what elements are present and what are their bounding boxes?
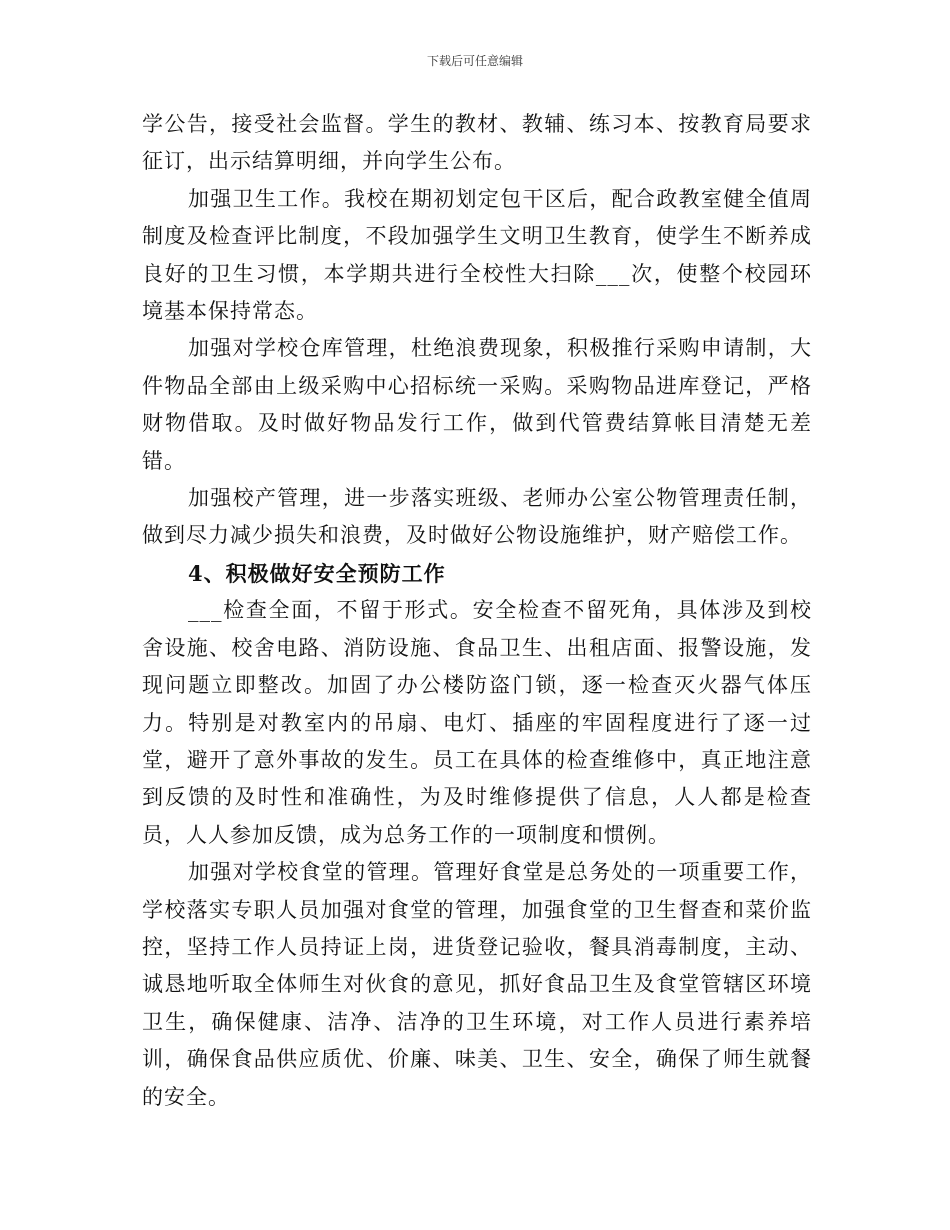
paragraph-continued: 学公告，接受社会监督。学生的教材、教辅、练习本、按教育局要求征订，出示结算明细，并向学生公布。 xyxy=(142,112,812,174)
paragraph-school-property: 加强校产管理，进一步落实班级、老师办公室公物管理责任制，做到尽力减少损失和浪费，及时做好公物设施维护，财产赔偿工作。 xyxy=(142,486,812,548)
document-body xyxy=(142,106,812,1116)
section-heading-safety: 4、积极做好安全预防工作 xyxy=(188,560,446,586)
paragraph-canteen: 加强对学校食堂的管理。管理好食堂是总务处的一项重要工作，学校落实专职人员加强对食堂的管理，加强食堂的卫生督查和菜价监控，坚持工作人员持证上岗，进货登记验收，餐具消毒制度，主动、诚恳地听取全体师生对伙食的意见，抓好食品卫生及食堂管辖区环境卫生，确保健康、洁净、洁净的卫生环境，对工作人员进行素养培训，确保食品供应质优、价廉、味美、卫生、安全，确保了师生就餐的安全。 xyxy=(142,860,812,1109)
page-header: 下载后可任意编辑 xyxy=(426,54,523,68)
paragraph-sanitation: 加强卫生工作。我校在期初划定包干区后，配合政教室健全值周制度及检查评比制度，不段加强学生文明卫生教育，使学生不断养成良好的卫生习惯，本学期共进行全校性大扫除___次，使整个校园环境基本保持常态。 xyxy=(142,186,812,324)
paragraph-warehouse: 加强对学校仓库管理，杜绝浪费现象，积极推行采购申请制，大件物品全部由上级采购中心招标统一采购。采购物品进库登记，严格财物借取。及时做好物品发行工作，做到代管费结算帐目清楚无差错。 xyxy=(142,336,812,473)
paragraph-safety-inspection: ___检查全面，不留于形式。安全检查不留死角，具体涉及到校舍设施、校舍电路、消防设施、食品卫生、出租店面、报警设施，发现问题立即整改。加固了办公楼防盗门锁，逐一检查灭火器气体压力。特别是对教室内的吊扇、电灯、插座的牢固程度进行了逐一过堂，避开了意外事故的发生。员工在具体的检查维修中，真正地注意到反馈的及时性和准确性，为及时维修提供了信息，人人都是检查员，人人参加反馈，成为总务工作的一项制度和惯例。 xyxy=(142,598,812,847)
